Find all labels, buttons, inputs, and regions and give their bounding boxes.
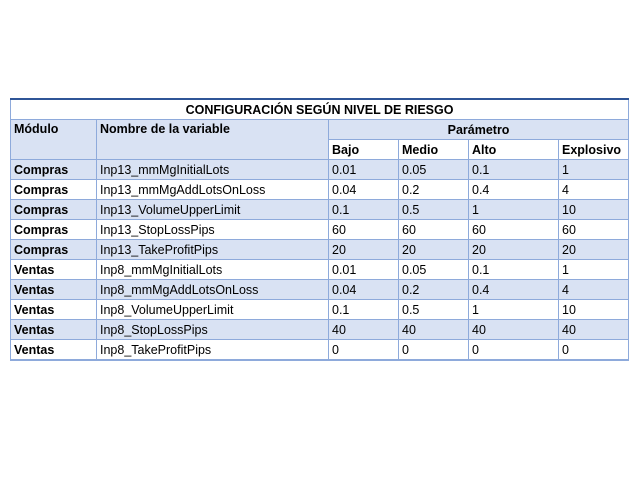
cell-value: 0.2: [399, 180, 469, 200]
cell-variable: Inp8_mmMgInitialLots: [97, 260, 329, 280]
table-row: [11, 340, 629, 361]
cell-modulo: Ventas: [11, 300, 97, 320]
table-row: [11, 160, 629, 180]
cell-variable: Inp8_mmMgAddLotsOnLoss: [97, 280, 329, 300]
header-modulo: Módulo: [11, 120, 97, 160]
cell-value: 0: [559, 340, 629, 361]
header-level-alto: Alto: [469, 140, 559, 160]
cell-modulo: Compras: [11, 240, 97, 260]
cell-value: 1: [559, 160, 629, 180]
header-level-medio: Medio: [399, 140, 469, 160]
cell-value: 10: [559, 200, 629, 220]
header-variable: Nombre de la variable: [97, 120, 329, 160]
cell-modulo: Ventas: [11, 260, 97, 280]
cell-value: 60: [399, 220, 469, 240]
table-title-row: [11, 99, 629, 120]
cell-value: 10: [559, 300, 629, 320]
cell-value: 0.1: [329, 300, 399, 320]
cell-variable: Inp13_StopLossPips: [97, 220, 329, 240]
cell-value: 0.05: [399, 260, 469, 280]
cell-value: 20: [469, 240, 559, 260]
cell-value: 20: [399, 240, 469, 260]
cell-value: 0.1: [329, 200, 399, 220]
cell-modulo: Compras: [11, 180, 97, 200]
table-row: [11, 240, 629, 260]
cell-value: 0: [329, 340, 399, 361]
cell-value: 0: [469, 340, 559, 361]
cell-value: 0.04: [329, 180, 399, 200]
cell-value: 4: [559, 180, 629, 200]
cell-variable: Inp13_VolumeUpperLimit: [97, 200, 329, 220]
cell-value: 60: [559, 220, 629, 240]
cell-value: 0.01: [329, 160, 399, 180]
cell-modulo: Ventas: [11, 320, 97, 340]
table-title: CONFIGURACIÓN SEGÚN NIVEL DE RIESGO: [11, 99, 629, 120]
cell-value: 20: [559, 240, 629, 260]
cell-value: 1: [559, 260, 629, 280]
cell-variable: Inp13_mmMgAddLotsOnLoss: [97, 180, 329, 200]
cell-value: 0: [399, 340, 469, 361]
header-row-1: [11, 120, 629, 140]
cell-variable: Inp13_TakeProfitPips: [97, 240, 329, 260]
cell-modulo: Compras: [11, 220, 97, 240]
cell-value: 0.5: [399, 200, 469, 220]
header-parametro: Parámetro: [329, 120, 629, 140]
cell-modulo: Ventas: [11, 280, 97, 300]
cell-variable: Inp13_mmMgInitialLots: [97, 160, 329, 180]
cell-modulo: Compras: [11, 160, 97, 180]
table-row: [11, 200, 629, 220]
risk-config-table: [10, 98, 629, 361]
cell-value: 4: [559, 280, 629, 300]
cell-value: 40: [559, 320, 629, 340]
cell-value: 0.5: [399, 300, 469, 320]
cell-value: 0.04: [329, 280, 399, 300]
cell-value: 1: [469, 200, 559, 220]
cell-value: 60: [469, 220, 559, 240]
cell-value: 40: [469, 320, 559, 340]
table-row: [11, 280, 629, 300]
header-level-explosivo: Explosivo: [559, 140, 629, 160]
table-row: [11, 300, 629, 320]
table-row: [11, 320, 629, 340]
table-row: [11, 180, 629, 200]
cell-value: 0.2: [399, 280, 469, 300]
cell-variable: Inp8_VolumeUpperLimit: [97, 300, 329, 320]
cell-value: 0.4: [469, 280, 559, 300]
cell-variable: Inp8_TakeProfitPips: [97, 340, 329, 361]
cell-value: 0.1: [469, 260, 559, 280]
cell-value: 0.4: [469, 180, 559, 200]
table-row: [11, 260, 629, 280]
cell-value: 60: [329, 220, 399, 240]
cell-modulo: Compras: [11, 200, 97, 220]
cell-modulo: Ventas: [11, 340, 97, 361]
cell-value: 40: [399, 320, 469, 340]
cell-variable: Inp8_StopLossPips: [97, 320, 329, 340]
cell-value: 20: [329, 240, 399, 260]
table-row: [11, 220, 629, 240]
cell-value: 0.05: [399, 160, 469, 180]
cell-value: 40: [329, 320, 399, 340]
cell-value: 0.01: [329, 260, 399, 280]
cell-value: 1: [469, 300, 559, 320]
header-level-bajo: Bajo: [329, 140, 399, 160]
cell-value: 0.1: [469, 160, 559, 180]
